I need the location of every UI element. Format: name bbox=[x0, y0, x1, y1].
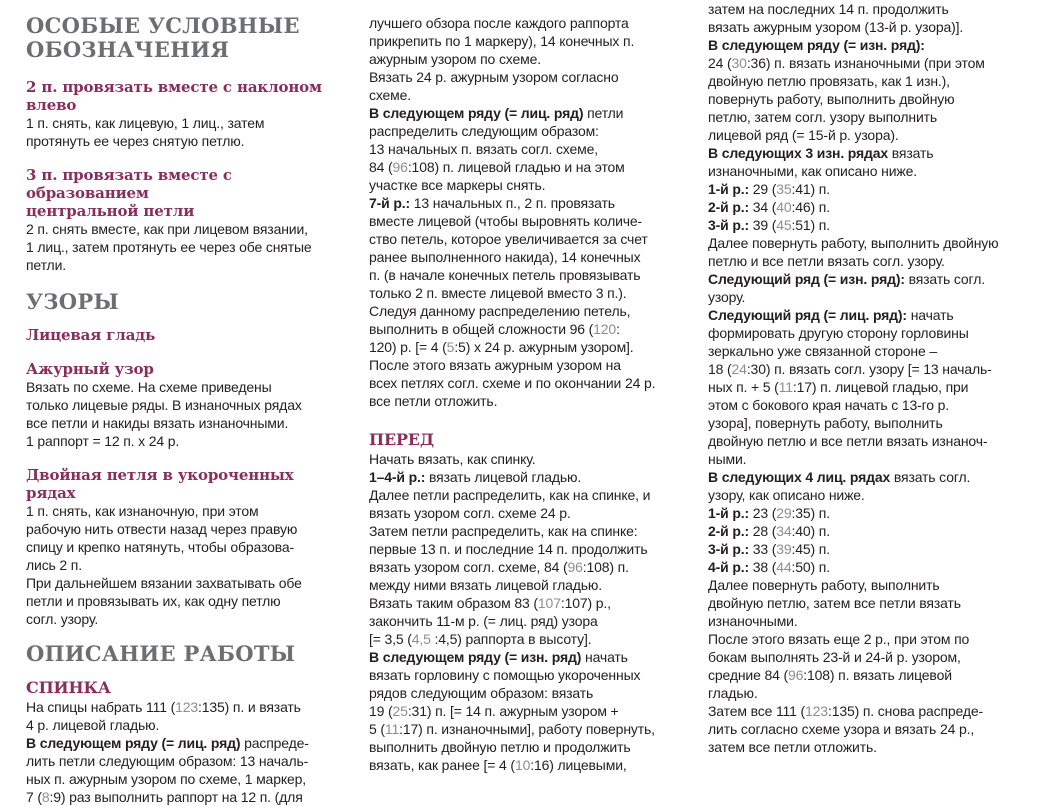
stockinette-title: Лицевая гладь bbox=[26, 326, 156, 344]
symbol-1-title: 2 п. провязать вместе с наклоном влево bbox=[26, 78, 322, 114]
lace-pattern-title: Ажурный узор bbox=[26, 360, 154, 378]
symbol-1-text: 1 п. снять, как лицевую, 1 лиц., затем протянуть ее через снятую петлю. bbox=[26, 115, 265, 149]
column-3 bbox=[708, 0, 1040, 756]
front-text: Начать вязать, как спинку. 1–4-й р.: вязать лицевой гладью. Далее петли распределить, как на спинке, и вязать узором согл. схеме 24 р. Затем петли распределить, как на спинке: первые 13 п. и последние 14 п. продолжить вязать узором согл. схеме, 84 (96:108) п. между ними вязать лицевой гладью. Вязать таким образом 83 (107:107) р., закончить 11-м р. (= лиц. ряд) узора [= 3,5 (4,5 :4,5) раппорта в высоту]. В следующем ряду (= изн. ряд) начать вязать горловину с помощью укороченных рядов следующим образом: вязать 19 (25:31) п. [= 14 п. ажурным узором + 5 (11:17) п. изнаночными], работу повернуть, выполнить двойную петлю и продолжить вязать, как ранее [= 4 (10:16) лицевыми, bbox=[369, 451, 655, 773]
column-2 bbox=[369, 14, 687, 774]
section-title-special-symbols: ОСОБЫЕ УСЛОВНЫЕ ОБОЗНАЧЕНИЯ bbox=[26, 13, 300, 62]
section-title-patterns: УЗОРЫ bbox=[26, 289, 120, 314]
double-stitch-title: Двойная петля в укороченных рядах bbox=[26, 466, 294, 502]
back-title: СПИНКА bbox=[26, 678, 111, 697]
lace-pattern-text: Вязать по схеме. На схеме приведены только лицевые ряды. В изнаночных рядах все петли и накиды вязать изнаночными. 1 раппорт = 12 п. х 24 р. bbox=[26, 379, 302, 449]
back-text-continued: лучшего обзора после каждого раппорта прикрепить по 1 маркеру), 14 конечных п. ажурным узором по схеме. Вязать 24 р. ажурным узором согласно схеме. В следующем ряду (= лиц. ряд) петли распределить следующим образом: 13 начальных п. вязать согл. схеме, 84 (96:108) п. лицевой гладью и на этом участке все маркеры снять. 7-й р.: 13 начальных п., 2 п. провязать вместе лицевой (чтобы выровнять количе- ство петель, которое увеличивается за счет ранее выполненного накида), 14 конечных п. (в начале конечных петель провязывать только 2 п. вместе лицевой вместо 3 п.). Следуя данному распределению петель, выполнить в общей сложности 96 (120: 120) р. [= 4 (5:5) х 24 р. ажурным узором]. После этого вязать ажурным узором на всех петлях согл. схеме и по окончании 24 р. все петли отложить. bbox=[369, 15, 656, 409]
back-text: На спицы набрать 111 (123:135) п. и вязать 4 р. лицевой гладью. В следующем ряду (= лиц. ряд) распреде- лить петли следующим образом: 13 началь- ных п. ажурным узором по схеме, 1 маркер, 7 (8:9) раз выполнить раппорт на 12 п. (для bbox=[26, 699, 309, 805]
column-1 bbox=[26, 14, 348, 806]
front-title: ПЕРЕД bbox=[369, 430, 435, 449]
double-stitch-text: 1 п. снять, как изнаночную, при этом рабочую нить отвести назад через правую спицу и крепко натянуть, чтобы образова- лись 2 п. При дальнейшем вязании захватывать обе петли и провязывать их, как одну петлю согл. узору. bbox=[26, 503, 302, 627]
symbol-2-text: 2 п. снять вместе, как при лицевом вязании, 1 лиц., затем протянуть ее через обе снятые петли. bbox=[26, 221, 312, 273]
symbol-2-title: 3 п. провязать вместе с образованием центральной петли bbox=[26, 166, 232, 220]
section-title-work-description: ОПИСАНИЕ РАБОТЫ bbox=[26, 641, 296, 666]
front-text-continued: затем на последних 14 п. продолжить вязать ажурным узором (13-й р. узора)]. В следующем ряду (= изн. ряд): 24 (30:36) п. вязать изнаночными (при этом двойную петлю провязать, как 1 изн.), повернуть работу, выполнить двойную петлю, затем согл. узору выполнить лицевой ряд (= 15-й р. узора). В следующих 3 изн. рядах вязать изнаночными, как описано ниже. 1-й р.: 29 (35:41) п. 2-й р.: 34 (40:46) п. 3-й р.: 39 (45:51) п. Далее повернуть работу, выполнить двойную петлю и все петли вязать согл. узору. Следующий ряд (= изн. ряд): вязать согл. узору. Следующий ряд (= лиц. ряд): начать формировать другую сторону горловины зеркально уже связанной стороне – 18 (24:30) п. вязать согл. узору [= 13 началь- ных п. + 5 (11:17) п. лицевой гладью, при этом с бокового края начать с 13-го р. узора], повернуть работу, выполнить двойную петлю и все петли вязать изнаноч- ными. В следующих 4 лиц. рядах вязать согл. узору, как описано ниже. 1-й р.: 23 (29:35) п. 2-й р.: 28 (34:40) п. 3-й р.: 33 (39:45) п. 4-й р.: 38 (44:50) п. Далее повернуть работу, выполнить двойную петлю, затем все петли вязать изнаночными. После этого вязать еще 2 р., при этом по бокам выполнять 23-й и 24-й р. узором, средние 84 (96:108) п. вязать лицевой гладью. Затем все 111 (123:135) п. снова распреде- лить согласно схеме узора и вязать 24 р., затем все петли отложить. bbox=[708, 1, 999, 755]
